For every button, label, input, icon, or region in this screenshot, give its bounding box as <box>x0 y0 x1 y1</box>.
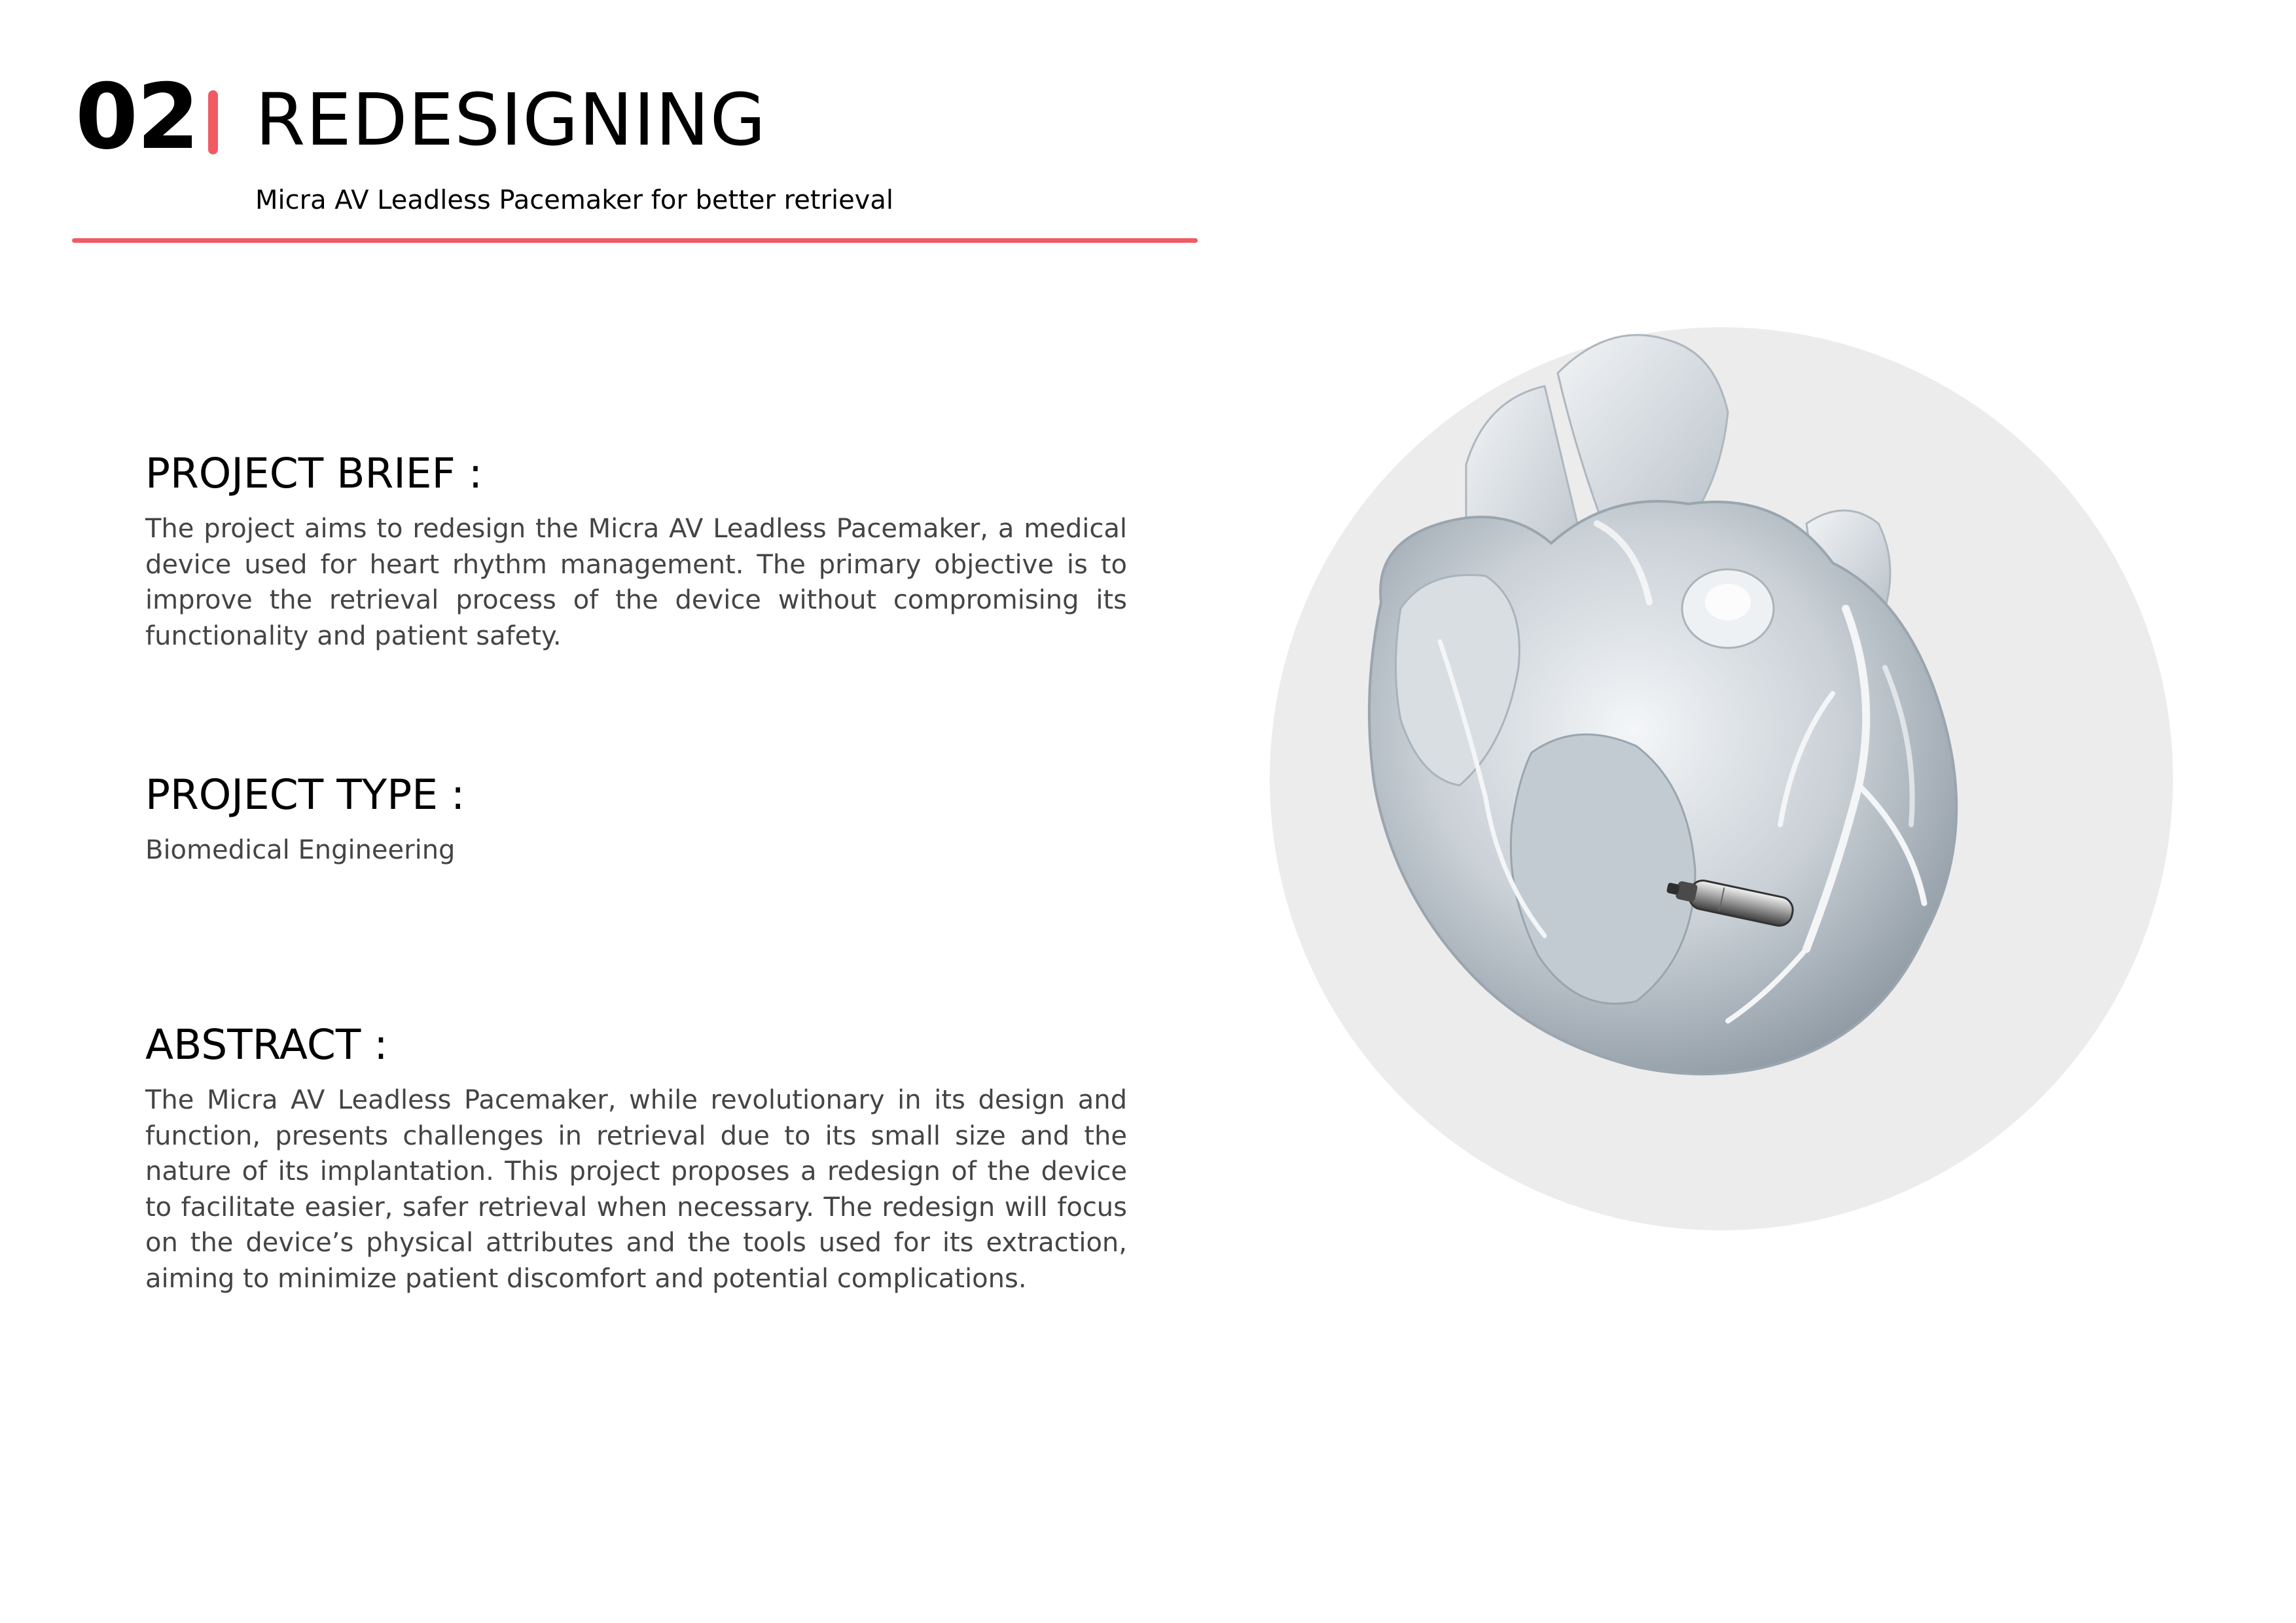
heart-illustration <box>1270 327 2186 1243</box>
abstract-heading: ABSTRACT : <box>145 1021 388 1069</box>
abstract-text: The Micra AV Leadless Pacemaker, while revolutionary in its design and function, presents challenges in retrieval due to its small size and the nature of its implantation. This project proposes a redesign of the device to facilitate easier, safer retrieval when necessary. The redesign will focus on the device’s physical attributes and the tools used for its extraction, aiming to minimize patient discomfort and potential complications. <box>145 1085 1127 1294</box>
project-brief-heading: PROJECT BRIEF : <box>145 450 483 497</box>
page-subtitle: Micra AV Leadless Pacemaker for better retrieval <box>255 185 893 215</box>
section-number: 02 <box>75 64 199 169</box>
project-type-text: Biomedical Engineering <box>145 835 456 865</box>
accent-divider <box>208 90 218 154</box>
heart-with-pacemaker-icon <box>1270 327 2186 1243</box>
page-title: REDESIGNING <box>255 78 766 162</box>
abstract-section <box>145 1021 1127 1296</box>
project-brief-section <box>145 450 1127 654</box>
project-type-heading: PROJECT TYPE : <box>145 771 465 819</box>
header-underline <box>72 238 1198 243</box>
project-brief-text: The project aims to redesign the Micra AV Leadless Pacemaker, a medical device used for heart rhythm management. The primary objective is to improve the retrieval process of the device without compromising its functionality and patient safety. <box>145 514 1127 651</box>
project-type-section <box>145 771 1127 868</box>
